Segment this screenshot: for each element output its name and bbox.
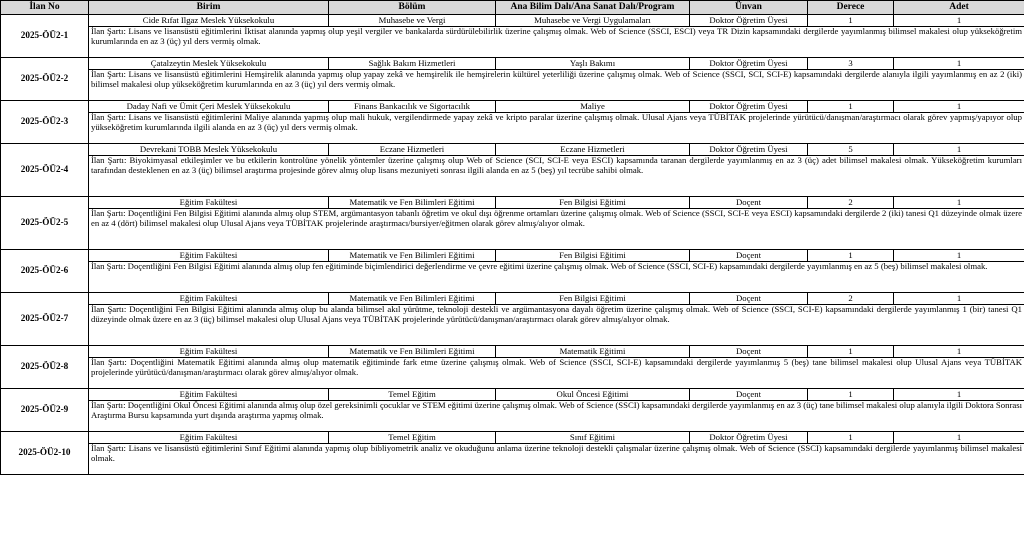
- requirement-text: İlan Şartı: Doçentliğini Fen Bilgisi Eğitimi alanında almış olup fen eğitiminde biçimlendirici değerlendirme ve çevre eğitimi üzerine çalışmış olmak. Web of Science (SSCI, SCI-E) kapsamındaki dergilerde yayımlanmış en az 5 (beş) bilimsel makalesi olmak.: [89, 262, 1024, 293]
- ilan-no-cell: 2025-ÖÜ2-7: [1, 293, 89, 346]
- table-header-row: [1, 1, 1024, 15]
- adet-cell: 1: [894, 432, 1024, 444]
- table-row: [1, 346, 1024, 358]
- derece-cell: 5: [808, 144, 894, 156]
- unvan-cell: Doçent: [690, 197, 808, 209]
- adet-cell: 1: [894, 346, 1024, 358]
- bolum-cell: Matematik ve Fen Bilimleri Eğitimi: [329, 250, 496, 262]
- bolum-cell: Muhasebe ve Vergi: [329, 15, 496, 27]
- adet-cell: 1: [894, 250, 1024, 262]
- adet-cell: 1: [894, 389, 1024, 401]
- table-body: [1, 15, 1024, 475]
- table-row: [1, 432, 1024, 444]
- birim-cell: Eğitim Fakültesi: [89, 250, 329, 262]
- derece-cell: 1: [808, 389, 894, 401]
- requirement-text: İlan Şartı: Lisans ve lisansüstü eğitimlerini Maliye alanında yapmış olup mali hukuk, vergilendirmede yapay zekâ ve kripto paralar üzerine çalışmış olmak. Ulusal Ajans veya TÜBİTAK projelerinde yürütücü/danışman/araştırmacı olarak görev yapmış/yapıyor olup yükseköğretim kurumlarında ilgili alanda en az 3 (üç) yıl ders vermiş olmak.: [89, 113, 1024, 144]
- header-derece: Derece: [808, 1, 894, 15]
- bolum-cell: Finans Bankacılık ve Sigortacılık: [329, 101, 496, 113]
- header-unvan: Ünvan: [690, 1, 808, 15]
- bolum-cell: Temel Eğitim: [329, 389, 496, 401]
- adet-cell: 1: [894, 101, 1024, 113]
- table-row-requirement: [1, 156, 1024, 197]
- birim-cell: Eğitim Fakültesi: [89, 346, 329, 358]
- header-program: Ana Bilim Dalı/Ana Sanat Dalı/Program: [496, 1, 690, 15]
- adet-cell: 1: [894, 144, 1024, 156]
- program-cell: Eczane Hizmetleri: [496, 144, 690, 156]
- requirement-text: İlan Şartı: Lisans ve lisansüstü eğitimlerini İktisat alanında yapmış olup yeşil vergiler ve bankalarda sürdürülebilirlik üzerine çalışmış olmak. Web of Science (SSCI, ESCI) veya TR Dizin kapsamındaki dergilerde yayımlanmış bilimsel makalesi olup yükseköğretim kurumlarında en az 3 (üç) yıl ders vermiş olmak.: [89, 27, 1024, 58]
- unvan-cell: Doktor Öğretim Üyesi: [690, 144, 808, 156]
- table-row: [1, 293, 1024, 305]
- table-row-requirement: [1, 305, 1024, 346]
- table-row-requirement: [1, 444, 1024, 475]
- program-cell: Sınıf Eğitimi: [496, 432, 690, 444]
- bolum-cell: Matematik ve Fen Bilimleri Eğitimi: [329, 293, 496, 305]
- derece-cell: 1: [808, 346, 894, 358]
- ilan-no-cell: 2025-ÖÜ2-5: [1, 197, 89, 250]
- ilan-no-cell: 2025-ÖÜ2-1: [1, 15, 89, 58]
- table-row: [1, 101, 1024, 113]
- birim-cell: Çatalzeytin Meslek Yüksekokulu: [89, 58, 329, 70]
- adet-cell: 1: [894, 15, 1024, 27]
- header-ilan-no: İlan No: [1, 1, 89, 15]
- program-cell: Fen Bilgisi Eğitimi: [496, 197, 690, 209]
- unvan-cell: Doçent: [690, 250, 808, 262]
- program-cell: Okul Öncesi Eğitimi: [496, 389, 690, 401]
- table-row-requirement: [1, 209, 1024, 250]
- program-cell: Fen Bilgisi Eğitimi: [496, 293, 690, 305]
- header-birim: Birim: [89, 1, 329, 15]
- requirement-text: İlan Şartı: Doçentliğini Okul Öncesi Eğitimi alanında almış olup özel gereksinimli çocuklar ve STEM eğitimi üzerine çalışmış olmak. Web of Science (SSCI) kapsamındaki dergilerde yayımlanmış en az 3 (üç) tane bilimsel makalesi olup alanıyla ilgili Doktora Sonrası Araştırma Bursu kapsamında yurt dışında araştırma yapmış olmak.: [89, 401, 1024, 432]
- table-row-requirement: [1, 262, 1024, 293]
- adet-cell: 1: [894, 197, 1024, 209]
- requirement-text: İlan Şartı: Lisans ve lisansüstü eğitimlerini Sınıf Eğitimi alanında yapmış olup bibliyometrik analiz ve okuduğunu anlama üzerine teknoloji destekli çalışmalar üzerine çalışmış olmak. Web of Science (SSCI) kapsamındaki dergilerde yayımlanmış bilimsel makalesi olmak.: [89, 444, 1024, 475]
- table-row-requirement: [1, 27, 1024, 58]
- header-adet: Adet: [894, 1, 1024, 15]
- bolum-cell: Eczane Hizmetleri: [329, 144, 496, 156]
- program-cell: Matematik Eğitimi: [496, 346, 690, 358]
- birim-cell: Daday Nafi ve Ümit Çeri Meslek Yüksekokulu: [89, 101, 329, 113]
- bolum-cell: Temel Eğitim: [329, 432, 496, 444]
- requirement-text: İlan Şartı: Biyokimyasal etkileşimler ve bu etkilerin kontrolüne yönelik yöntemler üzerine çalışmış olup Web of Science (SCI, SCI-E veya ESCI) kapsamında taranan dergilerde yayımlanmış en az 3 (üç) adet bilimsel makalesi olmak. Yükseköğretim kurumları tarafından desteklenen en az 3 (üç) bilimsel araştırma projesinde görev almış olup lisans mezuniyeti sonrası ilgili alanda en az 5 (beş) yıl tecrübe sahibi olmak.: [89, 156, 1024, 197]
- unvan-cell: Doktor Öğretim Üyesi: [690, 58, 808, 70]
- program-cell: Fen Bilgisi Eğitimi: [496, 250, 690, 262]
- unvan-cell: Doktor Öğretim Üyesi: [690, 101, 808, 113]
- birim-cell: Eğitim Fakültesi: [89, 432, 329, 444]
- table-row-requirement: [1, 70, 1024, 101]
- derece-cell: 1: [808, 101, 894, 113]
- ilan-no-cell: 2025-ÖÜ2-9: [1, 389, 89, 432]
- birim-cell: Eğitim Fakültesi: [89, 197, 329, 209]
- unvan-cell: Doçent: [690, 389, 808, 401]
- derece-cell: 2: [808, 293, 894, 305]
- ilan-no-cell: 2025-ÖÜ2-4: [1, 144, 89, 197]
- unvan-cell: Doçent: [690, 346, 808, 358]
- ilan-no-cell: 2025-ÖÜ2-3: [1, 101, 89, 144]
- table-row-requirement: [1, 358, 1024, 389]
- bolum-cell: Matematik ve Fen Bilimleri Eğitimi: [329, 197, 496, 209]
- derece-cell: 1: [808, 432, 894, 444]
- bolum-cell: Matematik ve Fen Bilimleri Eğitimi: [329, 346, 496, 358]
- birim-cell: Devrekani TOBB Meslek Yüksekokulu: [89, 144, 329, 156]
- ilan-no-cell: 2025-ÖÜ2-10: [1, 432, 89, 475]
- adet-cell: 1: [894, 58, 1024, 70]
- program-cell: Muhasebe ve Vergi Uygulamaları: [496, 15, 690, 27]
- table-row: [1, 58, 1024, 70]
- derece-cell: 3: [808, 58, 894, 70]
- birim-cell: Eğitim Fakültesi: [89, 389, 329, 401]
- unvan-cell: Doktor Öğretim Üyesi: [690, 15, 808, 27]
- program-cell: Yaşlı Bakımı: [496, 58, 690, 70]
- table-row: [1, 250, 1024, 262]
- birim-cell: Eğitim Fakültesi: [89, 293, 329, 305]
- table-row: [1, 389, 1024, 401]
- unvan-cell: Doçent: [690, 293, 808, 305]
- birim-cell: Cide Rıfat Ilgaz Meslek Yüksekokulu: [89, 15, 329, 27]
- requirement-text: İlan Şartı: Doçentliğini Fen Bilgisi Eğitimi alanında almış olup bu alanda bilimsel akıl yürütme, teknoloji destekli ve argümantasyona dayalı öğretim üzerine çalışmış olmak. Web of Science (SSCI, SCI-E) kapsamındaki dergilerde yayımlanmış 1 (bir) tanesi Q1 düzeyinde olmak üzere en az 3 (üç) bilimsel makalesi olup Ulusal Ajans veya TÜBİTAK projelerinde yürütücü/danışman/araştırmacı olarak görev almış/alıyor olmak.: [89, 305, 1024, 346]
- header-bolum: Bölüm: [329, 1, 496, 15]
- table-row: [1, 15, 1024, 27]
- requirement-text: İlan Şartı: Doçentliğini Matematik Eğitimi alanında almış olup matematik eğitiminde fark etme üzerine çalışmış olmak. Web of Science (SSCI, SCI-E) kapsamındaki dergilerde yayımlanmış 5 (beş) tane bilimsel makalesi olup Ulusal Ajans veya TÜBİTAK projelerinde yürütücü/danışman/araştırmacı olarak görev almış/alıyor olmak.: [89, 358, 1024, 389]
- ilan-no-cell: 2025-ÖÜ2-2: [1, 58, 89, 101]
- table-row-requirement: [1, 113, 1024, 144]
- ilan-no-cell: 2025-ÖÜ2-6: [1, 250, 89, 293]
- requirement-text: İlan Şartı: Doçentliğini Fen Bilgisi Eğitimi alanında almış olup STEM, argümantasyon tabanlı öğretim ve okul dışı öğrenme ortamları üzerine çalışmış olmak. Web of Science (SSCI, SCI-E veya ESCI) kapsamındaki dergilerde 2 (iki) tanesi Q1 düzeyinde olmak üzere en az 4 (dört) bilimsel makalesi olup Ulusal Ajans veya TÜBİTAK projelerinde araştırmacı/bursiyer/eğitmen olarak görev almış/alıyor olmak.: [89, 209, 1024, 250]
- table-row: [1, 197, 1024, 209]
- derece-cell: 2: [808, 197, 894, 209]
- table-row: [1, 144, 1024, 156]
- ilan-no-cell: 2025-ÖÜ2-8: [1, 346, 89, 389]
- adet-cell: 1: [894, 293, 1024, 305]
- requirement-text: İlan Şartı: Lisans ve lisansüstü eğitimlerini Hemşirelik alanında yapmış olup yapay zekâ ve hemşirelik ile hemşirelerin kültürel yeterliliği üzerine çalışmış olmak. Web of Science (SSCI, SCI, SCI-E) kapsamındaki dergilerde alanıyla ilgili yayımlanmış en az 2 (iki) bilimsel makalesi olup yükseköğretim kurumlarında en az 3 (üç) yıl ders vermiş olmak.: [89, 70, 1024, 101]
- derece-cell: 1: [808, 15, 894, 27]
- program-cell: Maliye: [496, 101, 690, 113]
- unvan-cell: Doktor Öğretim Üyesi: [690, 432, 808, 444]
- bolum-cell: Sağlık Bakım Hizmetleri: [329, 58, 496, 70]
- table-row-requirement: [1, 401, 1024, 432]
- derece-cell: 1: [808, 250, 894, 262]
